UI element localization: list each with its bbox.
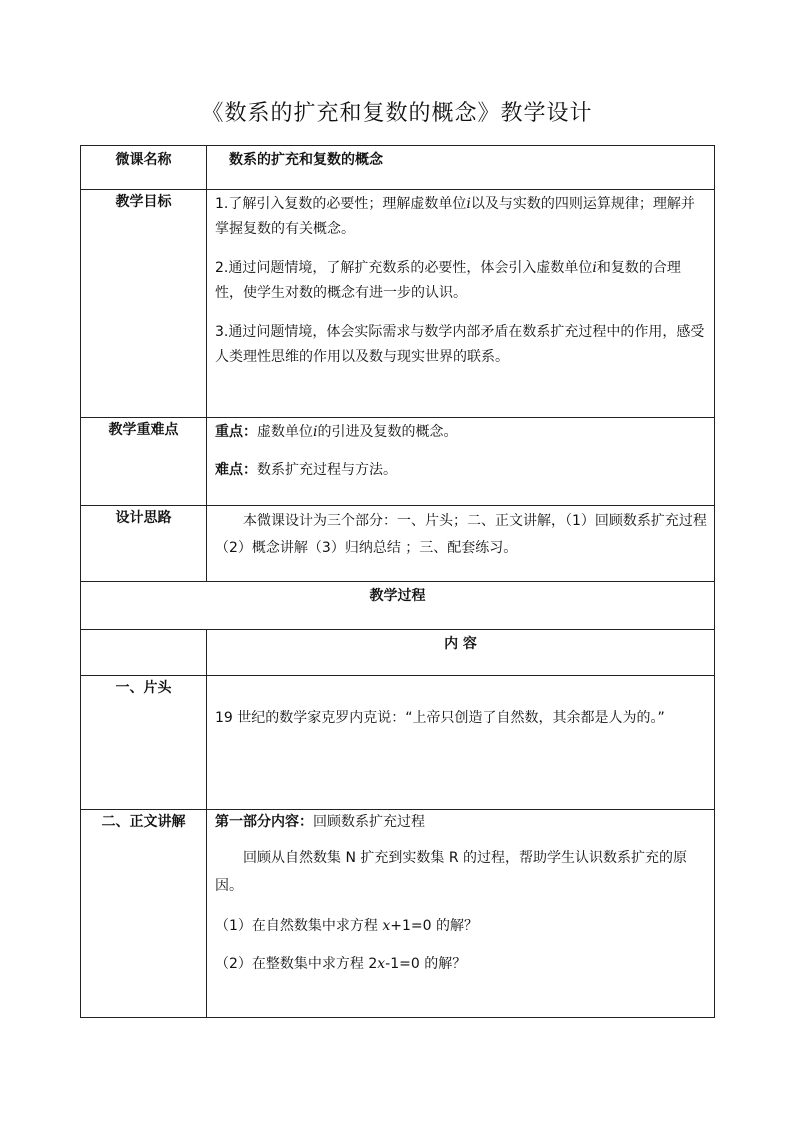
intro-row	[81, 676, 715, 810]
difficulty-line: 难点：数系扩充过程与方法。	[215, 462, 397, 478]
objectives-cell	[207, 190, 715, 418]
intro-quote: 19 世纪的数学家克罗内克说：“上帝只创造了自然数，其余都是人为的。”	[215, 710, 665, 726]
key-points-row	[81, 418, 715, 506]
content-header-row	[81, 630, 715, 676]
key-points-label: 教学重难点	[81, 418, 207, 506]
question-1: （1）在自然数集中求方程 x+1=0 的解？	[215, 918, 478, 934]
course-name-row	[81, 146, 715, 190]
key-points-cell	[207, 418, 715, 506]
design-row	[81, 506, 715, 582]
course-name-cell	[207, 146, 715, 190]
part1-description: 回顾从自然数集 N 扩充到实数集 R 的过程，帮助学生认识数系扩充的原因。	[215, 850, 687, 894]
intro-label: 一、片头	[81, 676, 207, 810]
question-2: （2）在整数集中求方程 2x-1=0 的解？	[215, 956, 467, 972]
main-row	[81, 810, 715, 1018]
objectives-label: 教学目标	[81, 190, 207, 418]
process-header-row	[81, 582, 715, 630]
course-name-label: 微课名称	[81, 146, 207, 190]
main-label: 二、正文讲解	[81, 810, 207, 1018]
part1-heading: 第一部分内容：回顾数系扩充过程	[215, 814, 425, 830]
objective-2: 2.通过问题情境，了解扩充数系的必要性，体会引入虚数单位i和复数的合理性，使学生对数的概念有进一步的认识。	[215, 260, 681, 301]
objective-1: 1.了解引入复数的必要性；理解虚数单位i以及与实数的四则运算规律；理解并掌握复数的有关概念。	[215, 196, 695, 237]
main-cell	[207, 810, 715, 1018]
course-name-value: 数系的扩充和复数的概念	[229, 152, 383, 168]
design-cell	[207, 506, 715, 582]
focus-line: 重点：虚数单位i的引进及复数的概念。	[215, 424, 458, 440]
design-label: 设计思路	[81, 506, 207, 582]
content-header: 内 容	[207, 630, 715, 676]
objectives-row	[81, 190, 715, 418]
intro-cell	[207, 676, 715, 810]
content-header-empty	[81, 630, 207, 676]
lesson-plan-table	[80, 145, 715, 1018]
design-text: 本微课设计为三个部分：一、片头；二、正文讲解，（1）回顾数系扩充过程（2）概念讲解（3）归纳总结 ；三、配套练习。	[215, 513, 707, 556]
document-title: 《数系的扩充和复数的概念》教学设计	[201, 101, 593, 126]
objective-3: 3.通过问题情境，体会实际需求与数学内部矛盾在数系扩充过程中的作用，感受人类理性思维的作用以及数与现实世界的联系。	[215, 324, 705, 365]
process-header: 教学过程	[81, 582, 715, 630]
